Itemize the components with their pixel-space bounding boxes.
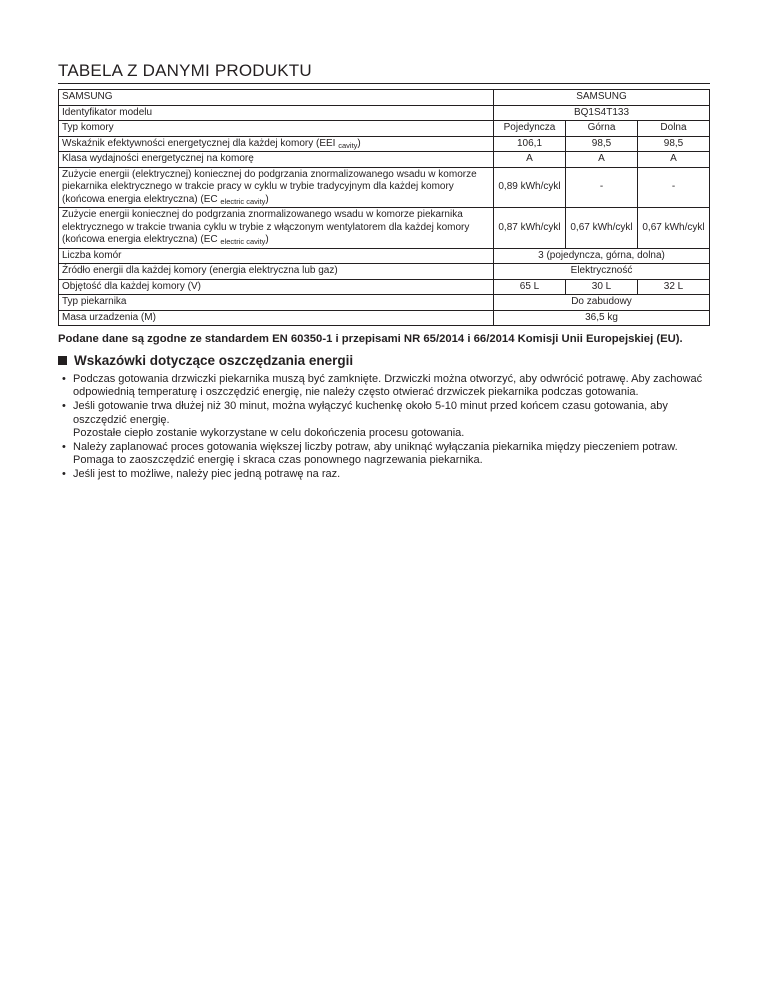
table-row (59, 105, 710, 121)
cavity-type-value: Pojedyncza (494, 121, 566, 137)
tips-heading (58, 353, 353, 368)
ec-fan-value: 0,67 kWh/cykl (638, 208, 710, 249)
square-bullet-icon (58, 356, 67, 365)
energy-class-value: A (494, 152, 566, 168)
table-row (59, 121, 710, 137)
bullet-icon: • (62, 373, 66, 385)
oven-type-value: Do zabudowy (494, 295, 710, 311)
table-row (59, 208, 710, 249)
energy-class-label: Klasa wydajności energetycznej na komorę (59, 152, 494, 168)
mass-label: Masa urzadzenia (M) (59, 310, 494, 326)
eei-label-text: Wskaźnik efektywności energetycznej dla każdej komory (EEI (62, 137, 336, 149)
cavities-label: Liczba komór (59, 248, 494, 264)
tip-text: Jeśli jest to możliwe, należy piec jedną potrawę na raz. (73, 468, 341, 481)
ec-fan-label-sub: electric cavity (220, 237, 266, 246)
eei-value: 106,1 (494, 136, 566, 152)
tips-heading-text: Wskazówki dotyczące oszczędzania energii (74, 353, 354, 368)
table-row (59, 310, 710, 326)
eei-value: 98,5 (566, 136, 638, 152)
eei-label-sub: cavity (338, 140, 358, 150)
product-data-table (58, 89, 710, 326)
list-item (58, 400, 720, 440)
energy-source-value: Elektryczność (494, 264, 710, 280)
table-row (59, 264, 710, 280)
ec-conventional-value: - (638, 167, 710, 208)
ec-fan-label (59, 208, 494, 249)
table-row (59, 167, 710, 208)
volume-value: 30 L (566, 279, 638, 295)
eei-value: 98,5 (638, 136, 710, 152)
table-row (59, 152, 710, 168)
bullet-icon: • (62, 468, 66, 481)
list-item (58, 441, 720, 467)
tip-text: Należy zaplanować proces gotowania większej liczby potraw, aby uniknąć wyłączania piekarnika między pieczeniem potraw. Pomaga to zaoszczędzić energię i skraca czas ponownego nagrzewania piekarnika. (73, 441, 678, 467)
model-label: Identyfikator modelu (59, 105, 494, 121)
model-value: BQ1S4T133 (494, 105, 710, 121)
volume-label: Objętość dla każdej komory (V) (59, 279, 494, 295)
brand-value: SAMSUNG (494, 90, 710, 106)
cavity-type-value: Dolna (638, 121, 710, 137)
list-item (58, 468, 720, 481)
table-row (59, 279, 710, 295)
energy-class-value: A (638, 152, 710, 168)
bullet-icon: • (62, 400, 66, 413)
tip-text: Jeśli gotowanie trwa dłużej niż 30 minut, można wyłączyć kuchenkę około 5-10 minut przed końcem czasu gotowania, aby oszczędzić energię. (73, 400, 668, 426)
ec-conventional-label-text: Zużycie energii (elektrycznej) koniecznej do podgrzania znormalizowanego wsadu w komorze piekarnika elektrycznego w trakcie pracy w cyklu w trybie tradycyjnym dla każdej komory (końcowa energia elektryczna) (EC (62, 168, 477, 205)
volume-value: 32 L (638, 279, 710, 295)
page-title: TABELA Z DANYMI PRODUKTU (58, 61, 710, 84)
tip-text: Podczas gotowania drzwiczki piekarnika muszą być zamknięte. Drzwiczki można otworzyć, aby odwrócić potrawę. Aby zachować odpowiednią temperaturę i oszczędzić energię, nie należy często otwierać drzwiczek piekarnika podczas gotowania. (73, 373, 703, 399)
ec-fan-label-text: Zużycie energii koniecznej do podgrzania znormalizowanego wsadu w komorze piekarnika elektrycznego w trakcie trwania cyklu w trybie z włączonym wentylatorem dla każdej komory (końcowa energia elektryczna) (EC (62, 209, 470, 245)
tips-list (58, 373, 720, 483)
ec-conventional-value: - (566, 167, 638, 208)
ec-fan-value: 0,87 kWh/cykl (494, 208, 566, 249)
bullet-icon: • (62, 441, 66, 454)
oven-type-label: Typ piekarnika (59, 295, 494, 311)
ec-fan-value: 0,67 kWh/cykl (566, 208, 638, 249)
list-item (58, 373, 720, 399)
ec-conventional-label (59, 167, 494, 208)
energy-source-label: Źródło energii dla każdej komory (energia elektryczna lub gaz) (59, 264, 494, 280)
cavity-type-value: Górna (566, 121, 638, 137)
brand-label: SAMSUNG (59, 90, 494, 106)
ec-conventional-label-sub: electric cavity (220, 196, 266, 206)
ec-fan-label-end: ) (265, 234, 269, 245)
eei-label-end: ) (357, 137, 361, 149)
eei-label (59, 136, 494, 152)
ec-conventional-label-end: ) (265, 193, 269, 205)
cavities-value: 3 (pojedyncza, górna, dolna) (494, 248, 710, 264)
volume-value: 65 L (494, 279, 566, 295)
mass-value: 36,5 kg (494, 310, 710, 326)
energy-class-value: A (566, 152, 638, 168)
table-row (59, 295, 710, 311)
table-row (59, 90, 710, 106)
ec-conventional-value: 0,89 kWh/cykl (494, 167, 566, 208)
cavity-type-label: Typ komory (59, 121, 494, 137)
tip-text: Pozostałe ciepło zostanie wykorzystane w celu dokończenia procesu gotowania. (73, 426, 465, 439)
table-row (59, 136, 710, 152)
table-row (59, 248, 710, 264)
standards-note: Podane dane są zgodne ze standardem EN 60350-1 i przepisami NR 65/2014 i 66/2014 Komisji Unii Europejskiej (EU). (58, 333, 683, 345)
